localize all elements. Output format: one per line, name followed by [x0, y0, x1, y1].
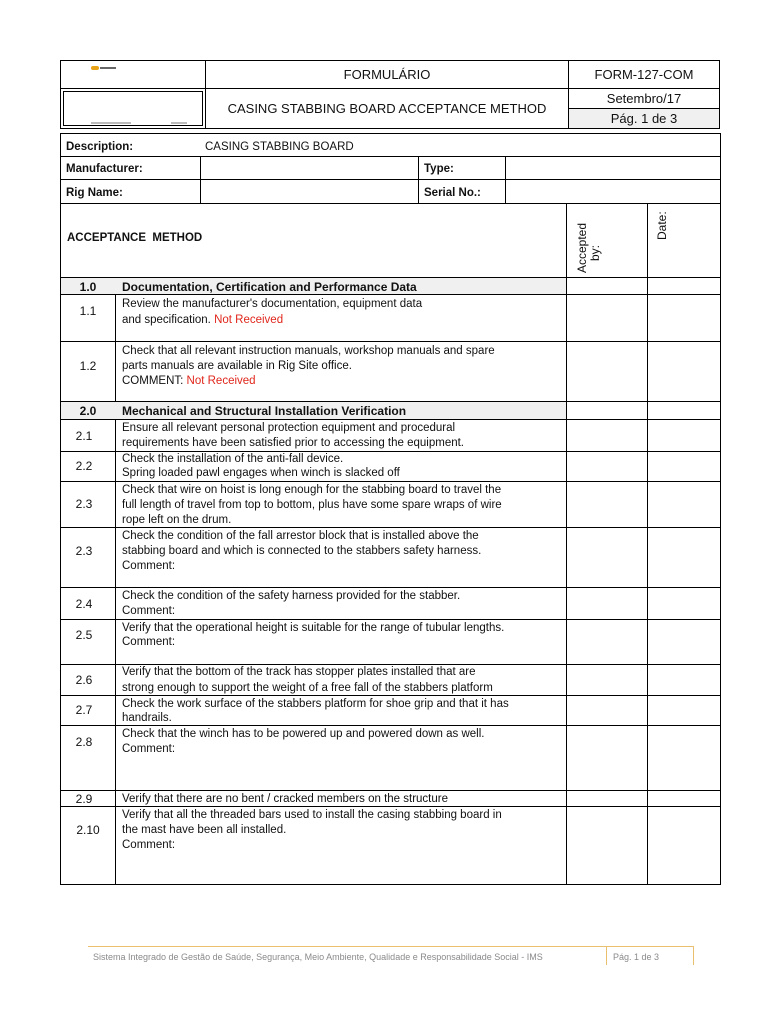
rig-name-field[interactable]	[201, 180, 418, 203]
accepted-by-cell[interactable]	[567, 620, 647, 664]
date-cell-entry[interactable]	[648, 791, 720, 806]
date-header: Date:	[655, 211, 669, 240]
item-text-line: Check the condition of the safety harness provided for the stabber.	[122, 590, 461, 602]
accepted-by-cell[interactable]	[567, 528, 647, 587]
item-number: 2.3	[75, 497, 93, 511]
item-text-line: strong enough to support the weight of a free fall of the stabbers platform	[122, 682, 493, 694]
date-cell-entry[interactable]	[648, 807, 720, 884]
doc-title: CASING STABBING BOARD ACCEPTANCE METHOD	[227, 101, 547, 116]
section-number: 1.0	[79, 280, 97, 294]
item-text-line: and specification. Not Received	[122, 314, 284, 326]
item-text-line: Check that all relevant instruction manuals, workshop manuals and spare	[122, 345, 495, 357]
item-text-line: Verify that all the threaded bars used to install the casing stabbing board in	[122, 809, 502, 821]
date-cell-entry[interactable]	[648, 696, 720, 725]
manufacturer-label: Manufacturer:	[66, 163, 143, 175]
accepted-by-cell[interactable]	[567, 588, 647, 619]
type-label: Type:	[424, 163, 454, 175]
item-text-line: Check the installation of the anti-fall device.	[122, 453, 344, 465]
item-number: 1.1	[79, 304, 97, 318]
section-number: 2.0	[79, 404, 97, 418]
accepted-by-header	[576, 223, 602, 273]
item-text-line: Check the work surface of the stabbers platform for shoe grip and that it has	[122, 698, 509, 710]
doc-page: Pág. 1 de 3	[610, 111, 678, 126]
accepted-by-cell[interactable]	[567, 342, 647, 401]
description-value: CASING STABBING BOARD	[205, 141, 354, 153]
date-cell-entry[interactable]	[648, 620, 720, 664]
item-text-line: the mast have been all installed.	[122, 824, 287, 836]
item-text-line: stabbing board and which is connected to the stabbers safety harness.	[122, 545, 482, 557]
item-text-line: Review the manufacturer's documentation, equipment data	[122, 298, 423, 310]
item-number: 2.7	[75, 703, 93, 717]
type-field[interactable]	[506, 157, 720, 179]
item-text-line: Spring loaded pawl engages when winch is slacked off	[122, 467, 400, 479]
serial-field[interactable]	[506, 180, 720, 203]
acceptance-method-heading: ACCEPTANCE METHOD	[67, 232, 203, 244]
item-text-line: handrails.	[122, 712, 172, 724]
accepted-by-cell[interactable]	[567, 452, 647, 481]
accepted-by-cell[interactable]	[567, 791, 647, 806]
date-cell-entry[interactable]	[648, 452, 720, 481]
item-number: 1.2	[79, 359, 97, 373]
accepted-by-line1: Accepted	[575, 222, 589, 273]
item-text-line: Comment:	[122, 743, 176, 755]
item-text-line: Comment:	[122, 839, 176, 851]
date-cell-entry[interactable]	[648, 528, 720, 587]
item-number: 2.1	[75, 429, 93, 443]
accepted-by-cell[interactable]	[567, 696, 647, 725]
date-cell-entry[interactable]	[648, 342, 720, 401]
status-not-received: Not Received	[186, 375, 256, 387]
item-text-line: Verify that there are no bent / cracked members on the structure	[122, 793, 448, 805]
item-text-line: Comment:	[122, 636, 176, 648]
accepted-by-cell[interactable]	[567, 665, 647, 695]
item-number: 2.10	[76, 823, 100, 837]
item-text-line: COMMENT: Not Received	[122, 375, 256, 387]
accepted-by-cell[interactable]	[567, 807, 647, 884]
item-number: 2.4	[75, 597, 93, 611]
date-cell-entry[interactable]	[648, 588, 720, 619]
footer-text: Sistema Integrado de Gestão de Saúde, Segurança, Meio Ambiente, Qualidade e Responsabilidade Social - IMS	[93, 952, 543, 962]
date-cell-entry[interactable]	[648, 665, 720, 695]
item-number: 2.6	[75, 673, 93, 687]
item-text-line: Check that wire on hoist is long enough for the stabbing board to travel the	[122, 484, 502, 496]
date-cell-entry[interactable]	[648, 726, 720, 790]
manufacturer-field[interactable]	[201, 157, 418, 179]
date-cell-entry[interactable]	[648, 420, 720, 451]
footer-page: Pág. 1 de 3	[613, 952, 660, 962]
status-not-received: Not Received	[214, 314, 284, 326]
date-cell-entry[interactable]	[648, 295, 720, 341]
item-text-line: rope left on the drum.	[122, 514, 232, 526]
accepted-by-cell[interactable]	[567, 420, 647, 451]
item-text-line: Verify that the bottom of the track has stopper plates installed that are	[122, 666, 476, 678]
item-text-line: full length of travel from top to bottom, plus have some spare wraps of wire	[122, 499, 502, 511]
description-label: Description:	[66, 141, 134, 153]
rig-name-label: Rig Name:	[66, 187, 123, 199]
item-text-line: Ensure all relevant personal protection equipment and procedural	[122, 422, 456, 434]
date-cell-entry[interactable]	[648, 482, 720, 527]
item-text-line: Verify that the operational height is suitable for the range of tubular lengths.	[122, 622, 505, 634]
item-number: 2.2	[75, 459, 93, 473]
accepted-by-cell[interactable]	[567, 482, 647, 527]
section-title: Documentation, Certification and Performance Data	[122, 280, 417, 294]
section-title: Mechanical and Structural Installation Verification	[122, 404, 407, 418]
item-number: 2.8	[75, 735, 93, 749]
item-number: 2.5	[75, 628, 93, 642]
item-text-line: Check the condition of the fall arrestor block that is installed above the	[122, 530, 479, 542]
item-number: 2.3	[75, 544, 93, 558]
item-text-line: requirements have been satisfied prior to accessing the equipment.	[122, 437, 465, 449]
item-text-line: parts manuals are available in Rig Site office.	[122, 360, 352, 372]
serial-label: Serial No.:	[424, 187, 481, 199]
accepted-by-cell[interactable]	[567, 726, 647, 790]
item-text-line: Comment:	[122, 605, 176, 617]
item-text-line: Check that the winch has to be powered up and powered down as well.	[122, 728, 485, 740]
item-text-line: Comment:	[122, 560, 176, 572]
doc-date: Setembro/17	[606, 91, 682, 106]
item-number: 2.9	[75, 792, 93, 806]
form-code: FORM-127-COM	[594, 67, 694, 82]
form-type: FORMULÁRIO	[343, 67, 431, 82]
accepted-by-cell[interactable]	[567, 295, 647, 341]
accepted-by-line2: by:	[588, 244, 602, 261]
